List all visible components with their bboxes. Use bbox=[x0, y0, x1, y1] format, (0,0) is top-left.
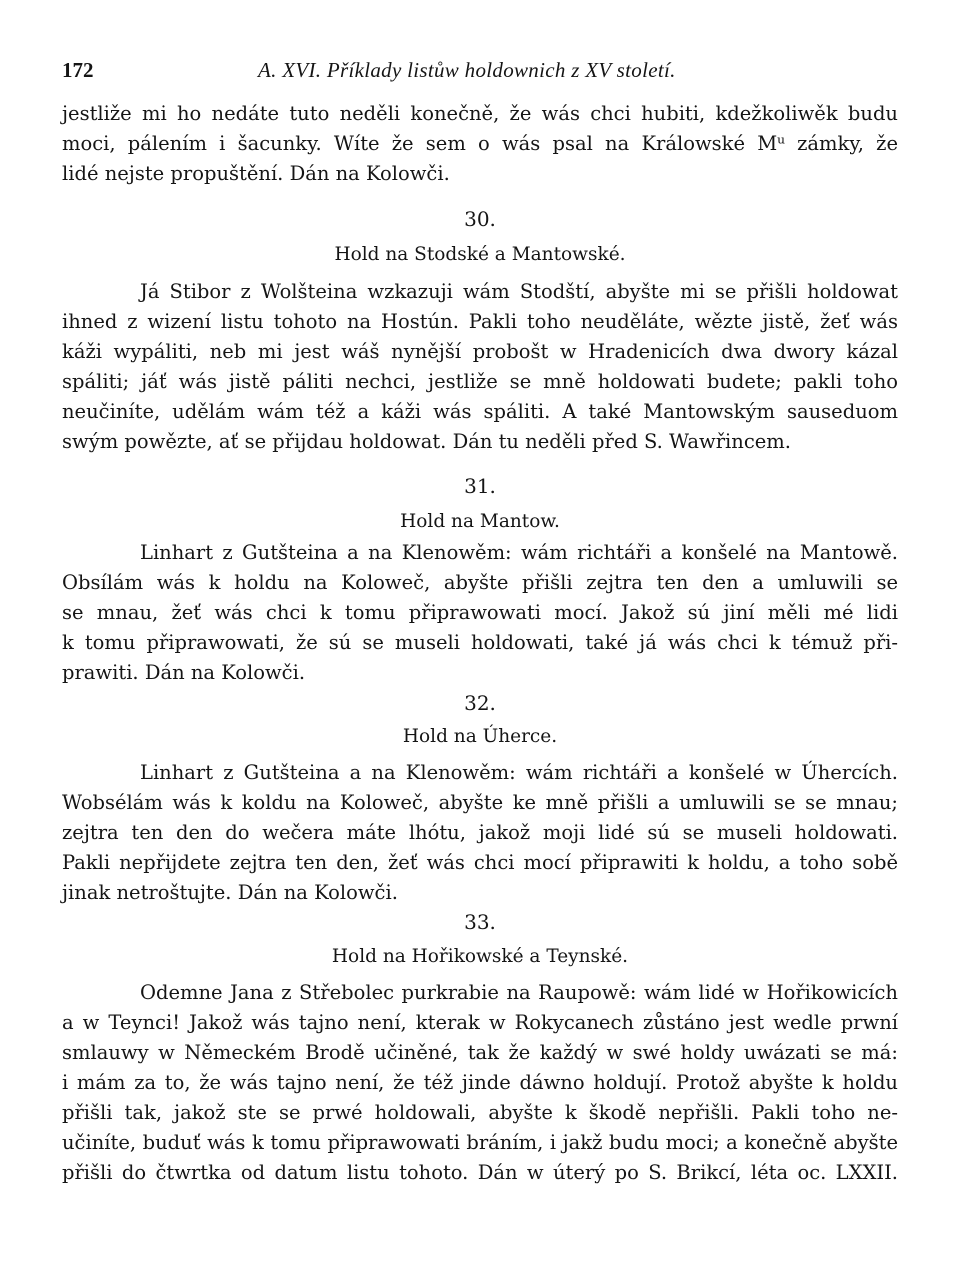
text-line: přišli do čtwrtka od datum listu tohoto. Dán w úterý po S. Brikcí, léta oc. LXXII. bbox=[62, 1161, 898, 1184]
section-number: 30. bbox=[464, 207, 496, 231]
text-line: učiníte, buduť wás k tomu připrawowati bráním, i jakž budu moci; a konečně abyšte bbox=[62, 1131, 898, 1154]
running-title: A. XVI. Příklady listůw holdownich z XV století. bbox=[258, 58, 676, 82]
text-line: Linhart z Gutšteina a na Klenowěm: wám richtáři a konšelé na Mantowě. bbox=[140, 541, 898, 564]
section-number: 32. bbox=[464, 691, 496, 715]
text-line: Odemne Jana z Střebolec purkrabie na Raupowě: wám lidé w Hořikowicích bbox=[140, 981, 898, 1004]
section-title: Hold na Stodské a Mantowské. bbox=[334, 244, 626, 265]
section-number: 31. bbox=[464, 474, 496, 498]
section-paragraph bbox=[62, 758, 898, 908]
text-line: jinak netroštujte. Dán na Kolowči. bbox=[62, 881, 398, 904]
text-line: k tomu připrawowati, že sú se museli holdowati, také já wás chci k témuž při- bbox=[62, 631, 898, 654]
intro-paragraph bbox=[62, 99, 898, 189]
running-head bbox=[62, 58, 898, 88]
text-line: se mnau, žeť wás chci k tomu připrawowati mocí. Jakož sú jiní měli mé lidi bbox=[62, 601, 898, 624]
text-line: Linhart z Gutšteina a na Klenowěm: wám richtáři a konšelé w Úhercích. bbox=[140, 761, 898, 784]
text-line: lidé nejste propuštění. Dán na Kolowči. bbox=[62, 162, 450, 185]
section-paragraph bbox=[62, 538, 898, 688]
text-line: Já Stibor z Wolšteina wzkazuji wám Stodští, abyšte mi se přišli holdowat bbox=[140, 280, 898, 303]
text-line: Pakli nepřijdete zejtra ten den, žeť wás chci mocí připrawiti k holdu, a toho sobě bbox=[62, 851, 898, 874]
section-title: Hold na Hořikowské a Teynské. bbox=[331, 946, 629, 967]
text-line: Wobsélám wás k koldu na Koloweč, abyšte ke mně přišli a umluwili se se mnau; bbox=[62, 791, 898, 814]
page-number: 172 bbox=[62, 58, 94, 82]
text-line: prawiti. Dán na Kolowči. bbox=[62, 661, 306, 684]
section-title: Hold na Mantow. bbox=[400, 511, 560, 532]
section-paragraph bbox=[62, 277, 898, 457]
section-title: Hold na Úherce. bbox=[402, 726, 558, 747]
text-line: neučiníte, udělám wám též a káži wás spáliti. A také Mantowským sauseduom bbox=[62, 400, 898, 423]
text-line: i mám za to, že wás tajno není, že též jinde dáwno holdují. Protož abyšte k holdu bbox=[62, 1071, 898, 1094]
text-line: smlauwy w Německém Brodě učiněné, tak že každý w swé holdy uwázati se má: bbox=[62, 1041, 898, 1064]
text-line: moci, pálením i šacunky. Wíte že sem o wás psal na Králowské Mᵘ zámky, že bbox=[62, 132, 898, 155]
section-paragraph bbox=[62, 978, 898, 1188]
text-line: spáliti; jáť wás jistě páliti nechci, jestliže se mně holdowati budete; pakli toho bbox=[62, 370, 898, 393]
text-line: káži wypáliti, neb mi jest wáš nynější probošt w Hradenicích dwa dwory kázal bbox=[62, 340, 898, 363]
text-line: jestliže mi ho nedáte tuto neděli konečně, že wás chci hubiti, kdežkoliwěk budu bbox=[62, 102, 898, 125]
text-line: zejtra ten den do wečera máte lhótu, jakož moji lidé sú se museli holdowati. bbox=[62, 821, 898, 844]
text-line: přišli tak, jakož ste se prwé holdowali, abyšte k škodě nepřišli. Pakli toho ne- bbox=[62, 1101, 898, 1124]
text-line: ihned z wizení listu tohoto na Hostún. Pakli toho neuděláte, wězte jistě, žeť wás bbox=[62, 310, 898, 333]
text-line: a w Teynci! Jakož wás tajno není, kterak w Rokycanech zůstáno jest wedle prwní bbox=[62, 1011, 898, 1034]
text-line: swým powězte, ať se přijdau holdowat. Dán tu neděli před S. Wawřincem. bbox=[62, 430, 791, 453]
section-number: 33. bbox=[464, 910, 496, 934]
text-line: Obsílám wás k holdu na Koloweč, abyšte přišli zejtra ten den a umluwili se bbox=[62, 571, 898, 594]
